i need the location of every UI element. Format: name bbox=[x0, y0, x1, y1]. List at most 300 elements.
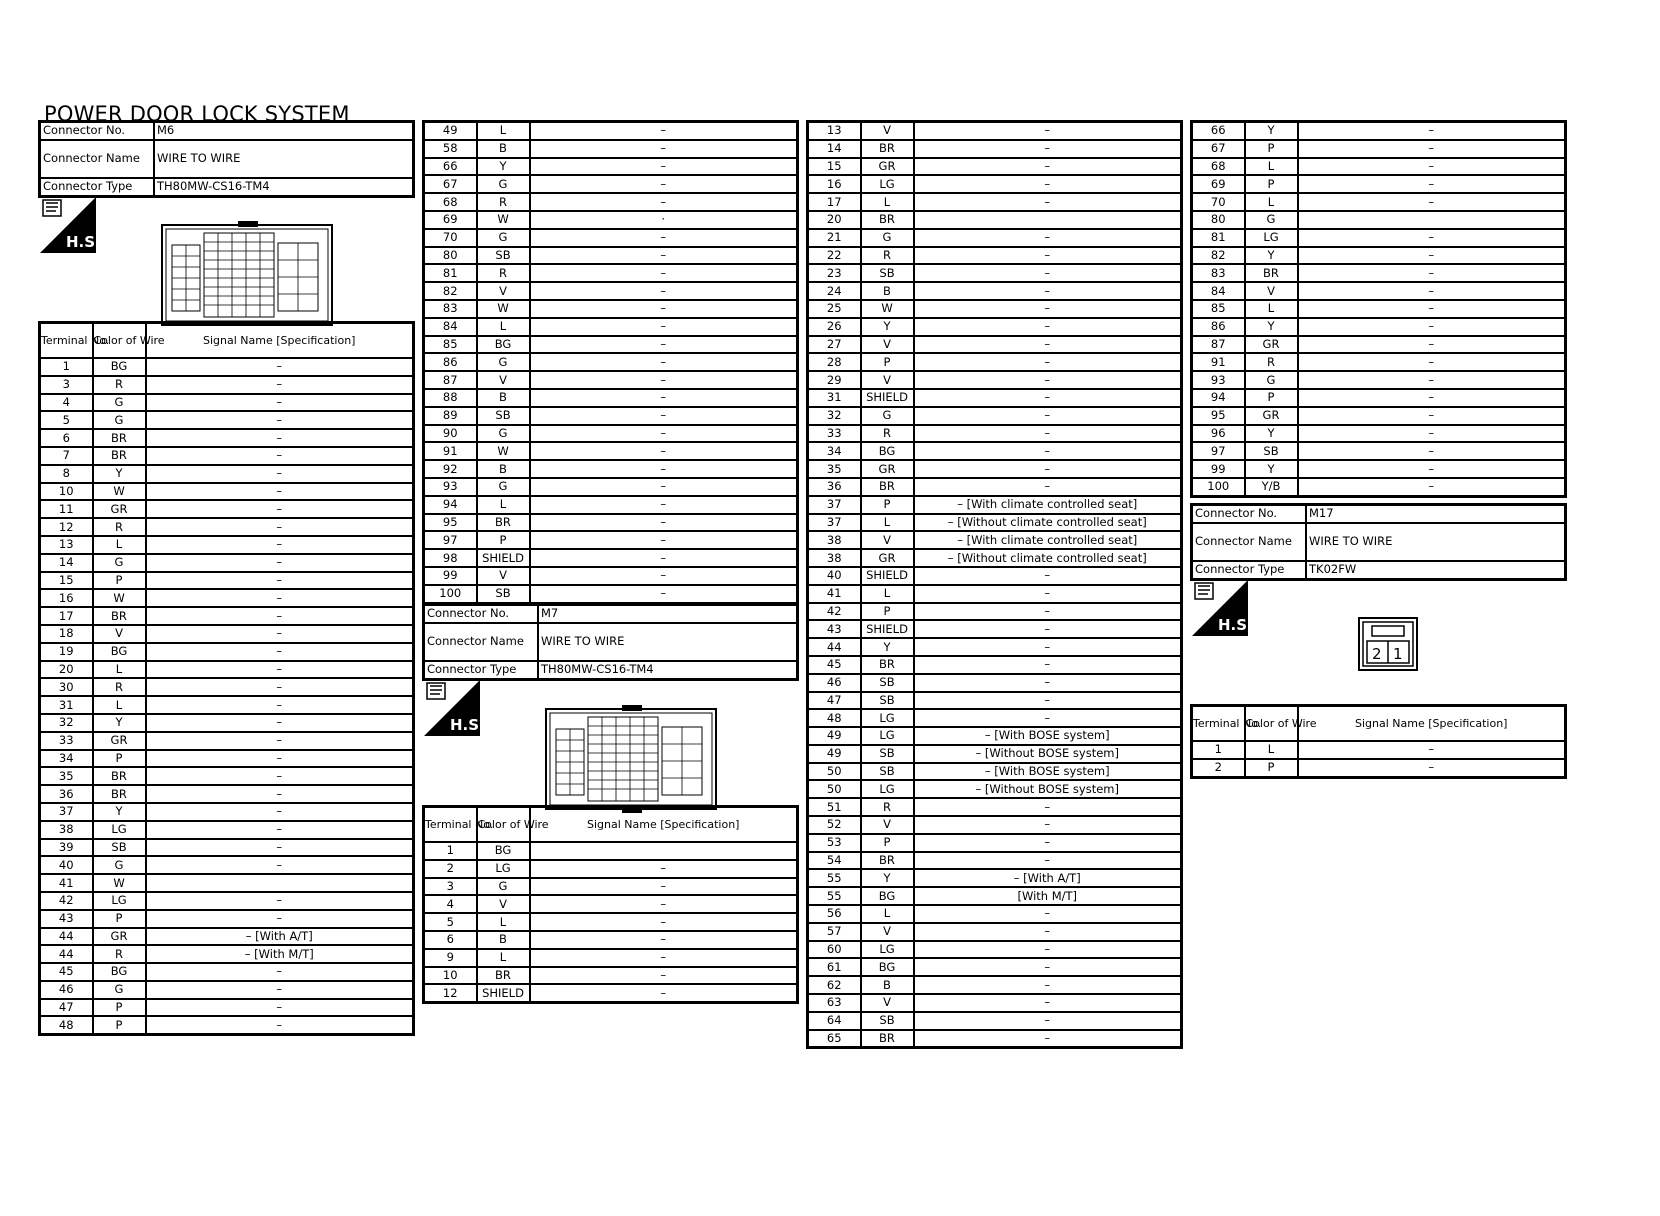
table-row bbox=[424, 931, 798, 949]
wire-color-cell: GR bbox=[861, 460, 914, 478]
wire-color-cell: W bbox=[477, 442, 530, 460]
hs-label: H.S. bbox=[450, 716, 485, 734]
wire-color-cell: V bbox=[861, 122, 914, 140]
wire-color-cell: LG bbox=[861, 780, 914, 798]
table-row bbox=[424, 300, 798, 318]
signal-name-cell: – bbox=[530, 247, 798, 265]
connector-name-label: Connector Name bbox=[424, 623, 539, 661]
wire-color-cell: P bbox=[861, 834, 914, 852]
signal-name-cell: – bbox=[530, 895, 798, 913]
table-row bbox=[424, 353, 798, 371]
table-row bbox=[40, 447, 414, 465]
wire-color-cell: BG bbox=[93, 358, 146, 376]
header-color: Color of Wire bbox=[477, 807, 530, 843]
table-row bbox=[808, 869, 1182, 887]
wire-color-cell: B bbox=[477, 140, 530, 158]
signal-name-cell: – bbox=[1298, 460, 1566, 478]
signal-name-cell: – bbox=[530, 567, 798, 585]
wire-color-cell: V bbox=[861, 816, 914, 834]
signal-name-cell: – bbox=[1298, 229, 1566, 247]
connector-name-label: Connector Name bbox=[40, 140, 155, 178]
terminal-no-cell: 14 bbox=[808, 140, 861, 158]
table-row bbox=[424, 211, 798, 229]
header-color: Color of Wire bbox=[1245, 706, 1298, 742]
terminal-no-cell: 47 bbox=[808, 692, 861, 710]
signal-name-cell: – bbox=[914, 834, 1182, 852]
table-row bbox=[40, 785, 414, 803]
signal-name-cell: – bbox=[146, 483, 414, 501]
header-terminal: Terminal No. bbox=[424, 807, 477, 843]
table-row bbox=[808, 229, 1182, 247]
signal-name-cell: – bbox=[146, 839, 414, 857]
table-row bbox=[40, 821, 414, 839]
terminal-no-cell: 57 bbox=[808, 923, 861, 941]
wire-color-cell: G bbox=[477, 175, 530, 193]
wire-color-cell: L bbox=[1245, 193, 1298, 211]
wire-color-cell: V bbox=[861, 923, 914, 941]
terminal-table-m7 bbox=[422, 805, 799, 1004]
wire-color-cell: L bbox=[93, 536, 146, 554]
wire-color-cell: R bbox=[861, 798, 914, 816]
wire-color-cell: R bbox=[861, 247, 914, 265]
wire-color-cell: GR bbox=[93, 732, 146, 750]
wire-color-cell: G bbox=[93, 981, 146, 999]
signal-name-cell bbox=[146, 874, 414, 892]
wire-color-cell: V bbox=[477, 567, 530, 585]
terminal-table-m7-continued-2 bbox=[1190, 120, 1567, 498]
wire-color-cell: Y/B bbox=[1245, 478, 1298, 496]
header-signal: Signal Name [Specification] bbox=[1298, 706, 1566, 742]
wire-color-cell: Y bbox=[861, 869, 914, 887]
signal-name-cell: – bbox=[1298, 741, 1566, 759]
wire-color-cell: SB bbox=[861, 692, 914, 710]
table-row bbox=[808, 852, 1182, 870]
terminal-no-cell: 4 bbox=[40, 394, 93, 412]
wire-color-cell: L bbox=[477, 318, 530, 336]
signal-name-cell: – bbox=[914, 229, 1182, 247]
table-row bbox=[808, 140, 1182, 158]
signal-name-cell: – bbox=[530, 442, 798, 460]
table-row bbox=[808, 674, 1182, 692]
table-row bbox=[40, 767, 414, 785]
table-row bbox=[424, 514, 798, 532]
terminal-no-cell: 43 bbox=[808, 620, 861, 638]
wire-color-cell: LG bbox=[1245, 229, 1298, 247]
table-row bbox=[424, 478, 798, 496]
table-row bbox=[424, 895, 798, 913]
connector-type-label: Connector Type bbox=[40, 178, 155, 196]
signal-name-cell: – bbox=[146, 411, 414, 429]
table-row bbox=[40, 358, 414, 376]
terminal-no-cell: 83 bbox=[1192, 264, 1245, 282]
wire-color-cell: P bbox=[93, 750, 146, 768]
table-row bbox=[424, 122, 798, 140]
signal-name-cell: – bbox=[146, 429, 414, 447]
signal-name-cell: – bbox=[914, 656, 1182, 674]
wire-color-cell: SHIELD bbox=[861, 620, 914, 638]
wire-color-cell: BR bbox=[93, 429, 146, 447]
signal-name-cell: – bbox=[530, 967, 798, 985]
terminal-no-cell: 25 bbox=[808, 300, 861, 318]
signal-name-cell: – bbox=[914, 282, 1182, 300]
terminal-no-cell: 33 bbox=[808, 425, 861, 443]
table-row bbox=[1192, 425, 1566, 443]
signal-name-cell: – bbox=[530, 514, 798, 532]
wire-color-cell: BR bbox=[861, 1030, 914, 1048]
table-row bbox=[808, 709, 1182, 727]
terminal-no-cell: 86 bbox=[1192, 318, 1245, 336]
table-row bbox=[40, 910, 414, 928]
terminal-no-cell: 81 bbox=[1192, 229, 1245, 247]
table-row bbox=[1192, 264, 1566, 282]
table-row bbox=[40, 518, 414, 536]
signal-name-cell: – bbox=[914, 567, 1182, 585]
table-row bbox=[1192, 229, 1566, 247]
wire-color-cell: P bbox=[861, 603, 914, 621]
signal-name-cell: – bbox=[530, 407, 798, 425]
header-signal: Signal Name [Specification] bbox=[146, 323, 414, 359]
table-row bbox=[40, 589, 414, 607]
signal-name-cell: – bbox=[530, 531, 798, 549]
signal-name-cell: – bbox=[530, 496, 798, 514]
wire-color-cell: L bbox=[477, 913, 530, 931]
wire-color-cell: BR bbox=[861, 211, 914, 229]
terminal-no-cell: 82 bbox=[1192, 247, 1245, 265]
wire-color-cell: SHIELD bbox=[861, 389, 914, 407]
signal-name-cell bbox=[1298, 211, 1566, 229]
table-row bbox=[40, 536, 414, 554]
signal-name-cell: – bbox=[530, 140, 798, 158]
signal-name-cell: – bbox=[1298, 300, 1566, 318]
signal-name-cell: – bbox=[914, 300, 1182, 318]
terminal-no-cell: 42 bbox=[40, 892, 93, 910]
terminal-no-cell: 37 bbox=[808, 514, 861, 532]
terminal-no-cell: 96 bbox=[1192, 425, 1245, 443]
table-row bbox=[808, 941, 1182, 959]
page-title: POWER DOOR LOCK SYSTEM bbox=[44, 102, 350, 126]
terminal-no-cell: 3 bbox=[40, 376, 93, 394]
terminal-no-cell: 83 bbox=[424, 300, 477, 318]
table-row bbox=[40, 874, 414, 892]
terminal-no-cell: 15 bbox=[40, 572, 93, 590]
column-4-m17 bbox=[1190, 503, 1567, 581]
signal-name-cell: – bbox=[146, 661, 414, 679]
signal-name-cell: – bbox=[530, 300, 798, 318]
terminal-no-cell: 8 bbox=[40, 465, 93, 483]
terminal-no-cell: 32 bbox=[808, 407, 861, 425]
terminal-no-cell: 97 bbox=[1192, 442, 1245, 460]
table-row bbox=[40, 483, 414, 501]
terminal-no-cell: 32 bbox=[40, 714, 93, 732]
wire-color-cell: GR bbox=[93, 928, 146, 946]
terminal-no-cell: 3 bbox=[424, 878, 477, 896]
connector-m7-diagram bbox=[544, 705, 719, 817]
table-row bbox=[808, 585, 1182, 603]
table-row bbox=[40, 714, 414, 732]
table-row bbox=[1192, 158, 1566, 176]
terminal-no-cell: 45 bbox=[40, 963, 93, 981]
table-row bbox=[808, 638, 1182, 656]
table-row bbox=[808, 620, 1182, 638]
table-row bbox=[40, 500, 414, 518]
terminal-no-cell: 100 bbox=[1192, 478, 1245, 496]
wire-color-cell: Y bbox=[93, 465, 146, 483]
terminal-no-cell: 89 bbox=[424, 407, 477, 425]
wire-color-cell: BR bbox=[861, 656, 914, 674]
signal-name-cell: – bbox=[146, 625, 414, 643]
terminal-no-cell: 6 bbox=[40, 429, 93, 447]
terminal-no-cell: 15 bbox=[808, 158, 861, 176]
table-row bbox=[424, 967, 798, 985]
wire-color-cell: G bbox=[477, 878, 530, 896]
terminal-no-cell: 80 bbox=[1192, 211, 1245, 229]
signal-name-cell: – bbox=[914, 193, 1182, 211]
wire-color-cell: Y bbox=[1245, 318, 1298, 336]
terminal-no-cell: 7 bbox=[40, 447, 93, 465]
wire-color-cell: W bbox=[93, 483, 146, 501]
table-row bbox=[1192, 759, 1566, 777]
table-row bbox=[808, 158, 1182, 176]
wire-color-cell: B bbox=[477, 389, 530, 407]
signal-name-cell: – bbox=[530, 549, 798, 567]
signal-name-cell: – bbox=[914, 140, 1182, 158]
signal-name-cell bbox=[914, 211, 1182, 229]
terminal-no-cell: 2 bbox=[1192, 759, 1245, 777]
signal-name-cell: – bbox=[146, 376, 414, 394]
table-row bbox=[808, 603, 1182, 621]
signal-name-cell: – bbox=[914, 709, 1182, 727]
terminal-no-cell: 87 bbox=[1192, 336, 1245, 354]
wire-color-cell: P bbox=[861, 496, 914, 514]
table-row bbox=[40, 732, 414, 750]
signal-name-cell: – bbox=[530, 931, 798, 949]
table-row bbox=[808, 478, 1182, 496]
wire-color-cell: L bbox=[1245, 158, 1298, 176]
terminal-no-cell: 86 bbox=[424, 353, 477, 371]
connector-no-label: Connector No. bbox=[424, 605, 539, 623]
terminal-no-cell: 70 bbox=[1192, 193, 1245, 211]
wire-color-cell: L bbox=[93, 696, 146, 714]
wire-color-cell: L bbox=[1245, 741, 1298, 759]
table-row bbox=[808, 763, 1182, 781]
wire-color-cell: SB bbox=[93, 839, 146, 857]
wire-color-cell: V bbox=[861, 994, 914, 1012]
wire-color-cell: LG bbox=[93, 892, 146, 910]
signal-name-cell: – bbox=[146, 767, 414, 785]
table-row bbox=[808, 353, 1182, 371]
terminal-no-cell: 10 bbox=[40, 483, 93, 501]
table-row bbox=[424, 229, 798, 247]
table-row bbox=[424, 949, 798, 967]
wire-color-cell: G bbox=[477, 353, 530, 371]
wire-color-cell: Y bbox=[861, 638, 914, 656]
table-row bbox=[808, 496, 1182, 514]
signal-name-cell: – bbox=[530, 158, 798, 176]
terminal-no-cell: 100 bbox=[424, 585, 477, 603]
table-row bbox=[40, 625, 414, 643]
table-row bbox=[808, 923, 1182, 941]
wire-color-cell: BR bbox=[93, 785, 146, 803]
wire-color-cell: Y bbox=[1245, 460, 1298, 478]
signal-name-cell: – [With A/T] bbox=[914, 869, 1182, 887]
terminal-no-cell: 34 bbox=[808, 442, 861, 460]
wire-color-cell: BG bbox=[861, 442, 914, 460]
signal-name-cell: – bbox=[1298, 407, 1566, 425]
signal-name-cell: – [Without climate controlled seat] bbox=[914, 549, 1182, 567]
wire-color-cell: R bbox=[861, 425, 914, 443]
signal-name-cell: – bbox=[914, 175, 1182, 193]
table-row bbox=[808, 567, 1182, 585]
table-row bbox=[40, 945, 414, 963]
signal-name-cell: – bbox=[914, 585, 1182, 603]
table-row bbox=[1192, 407, 1566, 425]
table-row bbox=[1192, 282, 1566, 300]
terminal-no-cell: 20 bbox=[808, 211, 861, 229]
column-4-terminals bbox=[1190, 704, 1567, 779]
terminal-no-cell: 33 bbox=[40, 732, 93, 750]
signal-name-cell: – bbox=[146, 572, 414, 590]
wire-color-cell: B bbox=[861, 976, 914, 994]
signal-name-cell: – bbox=[914, 692, 1182, 710]
terminal-no-cell: 80 bbox=[424, 247, 477, 265]
signal-name-cell: – bbox=[530, 913, 798, 931]
terminal-no-cell: 68 bbox=[424, 193, 477, 211]
table-row bbox=[808, 834, 1182, 852]
table-row bbox=[808, 656, 1182, 674]
table-row bbox=[808, 514, 1182, 532]
wire-color-cell: G bbox=[861, 229, 914, 247]
signal-name-cell: – bbox=[146, 643, 414, 661]
terminal-no-cell: 90 bbox=[424, 425, 477, 443]
connector-name-label: Connector Name bbox=[1192, 523, 1307, 561]
terminal-no-cell: 24 bbox=[808, 282, 861, 300]
signal-name-cell: – bbox=[146, 963, 414, 981]
wire-color-cell: B bbox=[861, 282, 914, 300]
signal-name-cell: – bbox=[1298, 442, 1566, 460]
wire-color-cell: L bbox=[477, 122, 530, 140]
signal-name-cell: – [Without climate controlled seat] bbox=[914, 514, 1182, 532]
signal-name-cell: – bbox=[146, 536, 414, 554]
wire-color-cell: Y bbox=[1245, 122, 1298, 140]
signal-name-cell: – bbox=[1298, 122, 1566, 140]
terminal-no-cell: 19 bbox=[40, 643, 93, 661]
signal-name-cell: – bbox=[530, 878, 798, 896]
wire-color-cell: BR bbox=[1245, 264, 1298, 282]
table-row bbox=[808, 282, 1182, 300]
table-row bbox=[808, 780, 1182, 798]
wire-color-cell: G bbox=[477, 425, 530, 443]
table-row bbox=[40, 376, 414, 394]
wire-color-cell: R bbox=[93, 376, 146, 394]
column-1-terminals bbox=[38, 321, 415, 1036]
connector-no-label: Connector No. bbox=[40, 122, 155, 140]
table-row bbox=[40, 892, 414, 910]
signal-name-cell: – bbox=[146, 785, 414, 803]
terminal-no-cell: 50 bbox=[808, 763, 861, 781]
signal-name-cell: – [With BOSE system] bbox=[914, 763, 1182, 781]
terminal-no-cell: 5 bbox=[424, 913, 477, 931]
terminal-no-cell: 48 bbox=[808, 709, 861, 727]
signal-name-cell: – bbox=[914, 264, 1182, 282]
table-row bbox=[424, 878, 798, 896]
terminal-no-cell: 23 bbox=[808, 264, 861, 282]
terminal-no-cell: 16 bbox=[40, 589, 93, 607]
table-row bbox=[808, 407, 1182, 425]
terminal-no-cell: 12 bbox=[40, 518, 93, 536]
table-row bbox=[1192, 353, 1566, 371]
connector-no-label: Connector No. bbox=[1192, 505, 1307, 523]
signal-name-cell: – [With A/T] bbox=[146, 928, 414, 946]
terminal-no-cell: 40 bbox=[808, 567, 861, 585]
signal-name-cell: – bbox=[530, 860, 798, 878]
table-row bbox=[40, 928, 414, 946]
wire-color-cell: G bbox=[93, 394, 146, 412]
terminal-no-cell: 31 bbox=[40, 696, 93, 714]
signal-name-cell: – bbox=[146, 678, 414, 696]
terminal-no-cell: 61 bbox=[808, 958, 861, 976]
signal-name-cell: – bbox=[914, 852, 1182, 870]
wire-color-cell: G bbox=[477, 478, 530, 496]
terminal-no-cell: 1 bbox=[40, 358, 93, 376]
column-3 bbox=[806, 120, 1183, 1049]
connector-type-label: Connector Type bbox=[424, 661, 539, 679]
table-row bbox=[424, 389, 798, 407]
terminal-no-cell: 93 bbox=[1192, 371, 1245, 389]
terminal-no-cell: 85 bbox=[1192, 300, 1245, 318]
terminal-table-m6 bbox=[38, 321, 415, 1036]
signal-name-cell: – bbox=[530, 122, 798, 140]
wire-color-cell: P bbox=[93, 1016, 146, 1034]
wire-color-cell: V bbox=[93, 625, 146, 643]
terminal-no-cell: 67 bbox=[424, 175, 477, 193]
signal-name-cell: – bbox=[530, 949, 798, 967]
terminal-no-cell: 22 bbox=[808, 247, 861, 265]
wire-color-cell: Y bbox=[477, 158, 530, 176]
signal-name-cell: – [With climate controlled seat] bbox=[914, 531, 1182, 549]
connector-no-value: M17 bbox=[1306, 505, 1566, 523]
signal-name-cell: – bbox=[146, 589, 414, 607]
signal-name-cell: – bbox=[914, 122, 1182, 140]
terminal-no-cell: 46 bbox=[808, 674, 861, 692]
signal-name-cell: – bbox=[1298, 140, 1566, 158]
signal-name-cell: – bbox=[146, 1016, 414, 1034]
signal-name-cell: – bbox=[530, 371, 798, 389]
wire-color-cell: W bbox=[477, 300, 530, 318]
terminal-no-cell: 2 bbox=[424, 860, 477, 878]
table-row bbox=[1192, 389, 1566, 407]
signal-name-cell: – bbox=[914, 353, 1182, 371]
terminal-no-cell: 94 bbox=[424, 496, 477, 514]
table-row bbox=[40, 572, 414, 590]
table-row bbox=[40, 963, 414, 981]
table-row bbox=[1192, 140, 1566, 158]
signal-name-cell: – bbox=[530, 336, 798, 354]
table-row bbox=[424, 425, 798, 443]
terminal-no-cell: 42 bbox=[808, 603, 861, 621]
column-2-m7 bbox=[422, 603, 799, 681]
wire-color-cell: GR bbox=[1245, 336, 1298, 354]
signal-name-cell: – bbox=[530, 193, 798, 211]
signal-name-cell: – bbox=[914, 318, 1182, 336]
connector-m17-info bbox=[1190, 503, 1567, 581]
wire-color-cell: SB bbox=[861, 1012, 914, 1030]
header-signal: Signal Name [Specification] bbox=[530, 807, 798, 843]
terminal-no-cell: 46 bbox=[40, 981, 93, 999]
signal-name-cell: – bbox=[146, 999, 414, 1017]
signal-name-cell: – bbox=[914, 1030, 1182, 1048]
wire-color-cell: SHIELD bbox=[477, 984, 530, 1002]
terminal-no-cell: 99 bbox=[424, 567, 477, 585]
